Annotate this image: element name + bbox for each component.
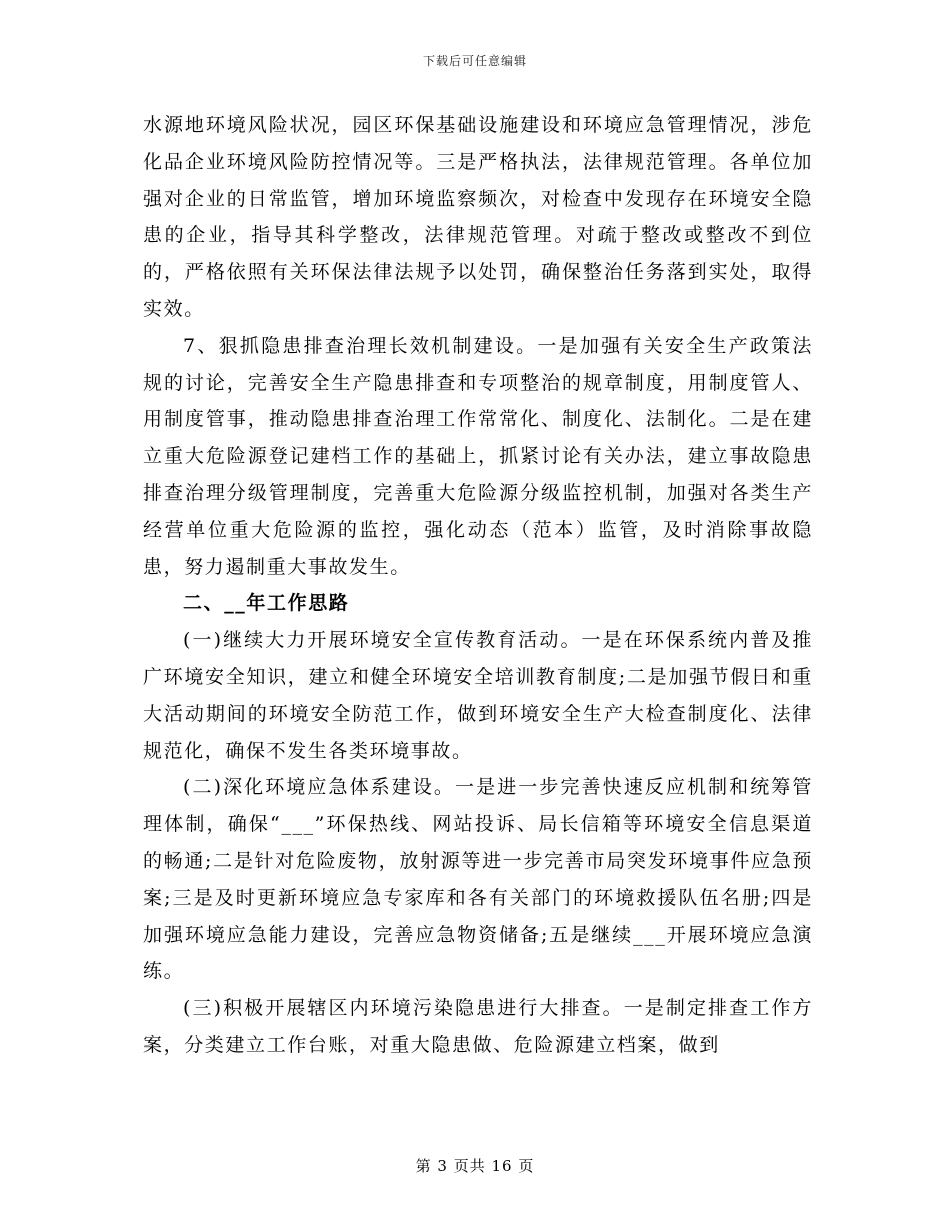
paragraph-item-7: 7、狠抓隐患排查治理长效机制建设。一是加强有关安全生产政策法规的讨论，完善安全生产隐患排查和专项整治的规章制度，用制度管人、用制度管事，推动隐患排查治理工作常常化、制度化、法制化。二是在建立重大危险源登记建档工作的基础上，抓紧讨论有关办法，建立事故隐患排查治理分级管理制度，完善重大危险源分级监控机制，加强对各类生产经营单位重大危险源的监控，强化动态（范本）监管，及时消除事故隐患，努力遏制重大事故发生。 — [143, 334, 813, 578]
page-number: 第 3 页共 16 页 — [415, 1157, 535, 1175]
paragraph-item-3: (三)积极开展辖区内环境污染隐患进行大排查。一是制定排查工作方案，分类建立工作台账，对重大隐患做、危险源建立档案，做到 — [143, 997, 813, 1056]
paragraph-item-2: (二)深化环境应急体系建设。一是进一步完善快速反应机制和统筹管理体制，确保“___”环保热线、网站投诉、局长信箱等环境安全信息渠道的畅通;二是针对危险废物，放射源等进一步完善市局突发环境事件应急预案;三是及时更新环境应急专家库和各有关部门的环境救援队伍名册;四是加强环境应急能力建设，完善应急物资储备;五是继续___开展环境应急演练。 — [143, 776, 813, 983]
document-body — [143, 107, 813, 1064]
paragraph-item-1: (一)继续大力开展环境安全宣传教育活动。一是在环保系统内普及推广环境安全知识，建立和健全环境安全培训教育制度;二是加强节假日和重大活动期间的环境安全防范工作，做到环境安全生产大检查制度化、法律规范化，确保不发生各类环境事故。 — [143, 629, 813, 762]
page-header: 下载后可任意编辑 — [422, 54, 527, 68]
section-heading: 二、__年工作思路 — [183, 592, 350, 615]
paragraph-continuation: 水源地环境风险状况，园区环保基础设施建设和环境应急管理情况，涉危化品企业环境风险防控情况等。三是严格执法，法律规范管理。各单位加强对企业的日常监管，增加环境监察频次，对检查中发现存在环境安全隐患的企业，指导其科学整改，法律规范管理。对疏于整改或整改不到位的，严格依照有关环保法律法规予以处罚，确保整治任务落到实处，取得实效。 — [143, 114, 813, 320]
